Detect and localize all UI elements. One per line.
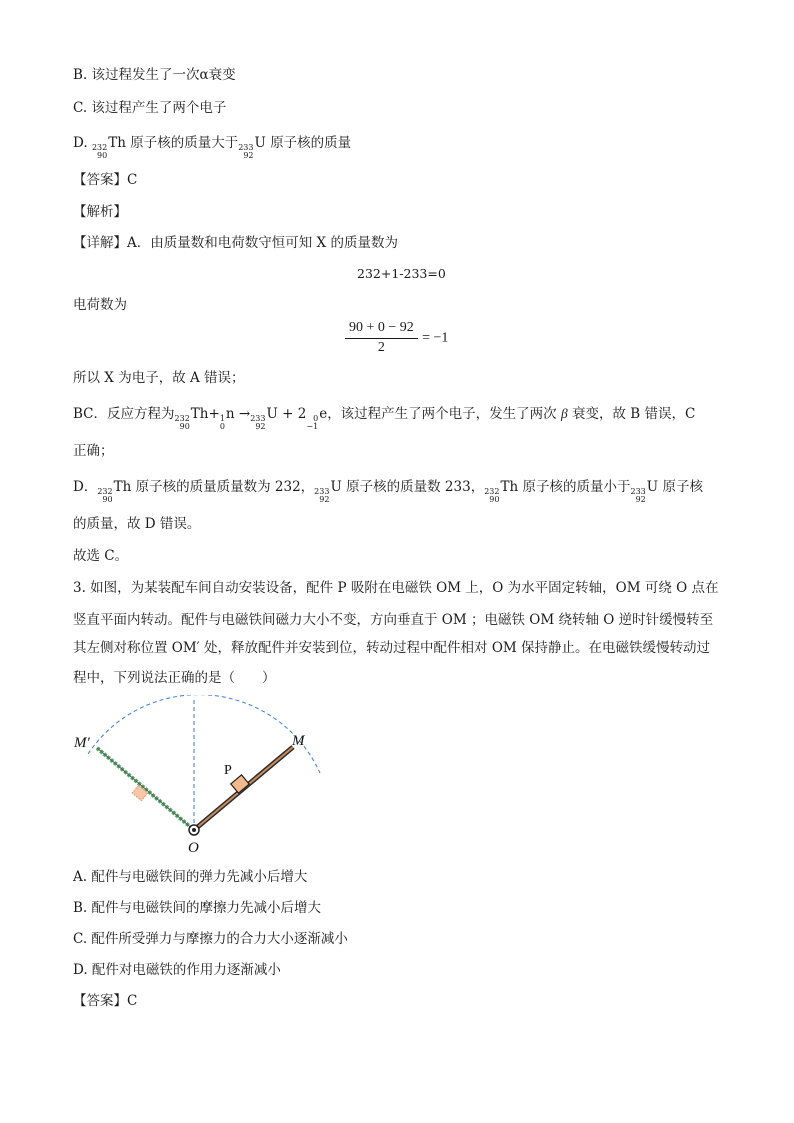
nuclide-th-2: 232 90 Th bbox=[174, 406, 209, 431]
nuclide-u-2: 233 92 U bbox=[250, 406, 278, 431]
q3-line-3: 其左侧对称位置 OM′ 处，释放配件并安装到位，转动过程中配件相对 OM 保持静止。在电磁铁缓慢转动过 bbox=[73, 640, 711, 656]
equation-mass: 232+1-233=0 bbox=[357, 266, 446, 281]
nuclide-n: 1 0 n bbox=[219, 406, 235, 431]
fraction: $\frac{90 + 0 - 92}{2}$ bbox=[345, 320, 418, 357]
detail-line-1: 【详解】A．由质量数和电荷数守恒可知 X 的质量数为 bbox=[73, 235, 398, 251]
charge-equation: $\frac{90 + 0 - 92}{2}$ = −1 bbox=[345, 320, 448, 357]
label-m: M bbox=[292, 733, 305, 749]
nuclide-u-4: 233 92 U bbox=[630, 479, 659, 504]
q3-option-a: A. 配件与电磁铁间的弹力先减小后增大 bbox=[73, 869, 308, 885]
label-m-prime: M′ bbox=[74, 735, 90, 751]
q3-option-d: D. 配件对电磁铁的作用力逐渐减小 bbox=[73, 962, 281, 978]
nuclide-th: 232 90 Th bbox=[91, 135, 126, 160]
q3-line-1: 3. 如图，为某装配车间自动安装设备，配件 P 吸附在电磁铁 OM 上，O 为水平固定转轴，OM 可绕 O 点在 bbox=[73, 580, 719, 596]
detail-line-3: 所以 X 为电子，故 A 错误； bbox=[73, 370, 245, 386]
rotation-arc bbox=[88, 695, 320, 773]
nuclide-th-3: 232 90 Th bbox=[97, 479, 132, 504]
part-p bbox=[231, 775, 249, 793]
detail-line-6: D． 232 90 Th 原子核的质量质量数为 232， 233 92 U 原子核的质量数 233， 232 90 Th 原子核的质量小于 233 92 U 原子核 bbox=[73, 479, 703, 504]
answer-1: 【答案】C bbox=[73, 172, 138, 188]
label-p: P bbox=[224, 763, 232, 778]
answer-2: 【答案】C bbox=[73, 993, 138, 1009]
q3-option-c: C. 配件所受弹力与摩擦力的合力大小逐渐减小 bbox=[73, 931, 348, 947]
q3-line-2: 竖直平面内转动。配件与电磁铁间磁力大小不变，方向垂直于 OM ；电磁铁 OM 绕转轴 O 逆时针缓慢转至 bbox=[73, 612, 714, 628]
option-d: D. 232 90 Th 原子核的质量大于 233 92 U 原子核的质量 bbox=[73, 135, 352, 160]
detail-line-4: BC．反应方程为 232 90 Th+ 1 0 n → 233 92 U + 2 0 −1 e，该过程产生了两个电子，发生了两次 β 衰变，故 B 错误，C bbox=[73, 406, 696, 431]
q3-line-4: 程中，下列说法正确的是（ ） bbox=[73, 670, 276, 686]
detail-line-8: 故选 C。 bbox=[73, 548, 129, 564]
option-b: B. 该过程发生了一次α衰变 bbox=[73, 67, 236, 83]
detail-line-7: 的质量，故 D 错误。 bbox=[73, 516, 201, 532]
nuclide-u-3: 233 92 U bbox=[314, 479, 342, 504]
analysis-label: 【解析】 bbox=[73, 204, 127, 220]
part-p-ghost bbox=[132, 785, 148, 800]
detail-line-5: 正确； bbox=[73, 443, 114, 459]
electromagnet-figure bbox=[60, 695, 340, 860]
q3-option-b: B. 配件与电磁铁间的摩擦力先减小后增大 bbox=[73, 900, 322, 916]
pivot-o-center bbox=[192, 828, 196, 832]
rod-om-prime-edge bbox=[97, 748, 194, 830]
nuclide-e: 0 −1 e bbox=[306, 406, 328, 431]
nuclide-th-4: 232 90 Th bbox=[484, 479, 519, 504]
detail-line-2: 电荷数为 bbox=[73, 297, 127, 313]
option-c: C. 该过程产生了两个电子 bbox=[73, 100, 227, 116]
nuclide-u: 233 92 U bbox=[238, 135, 266, 160]
label-o: O bbox=[188, 840, 199, 856]
